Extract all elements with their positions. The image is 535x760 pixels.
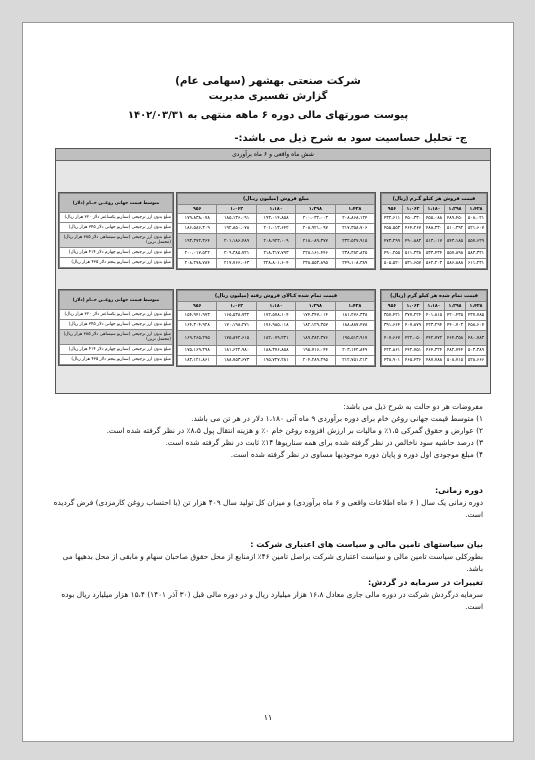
table-cell: ۲۰۹،۳۸۵،۷۲۱ bbox=[217, 249, 256, 259]
year-header: ۱،۲۹۸ bbox=[296, 205, 335, 214]
report-subtitle: پیوست صورتهای مالی دوره ۶ ماهه منتهی به ۱۴۰۲/۰۳/۳۱ bbox=[127, 110, 409, 121]
table-cell: ۱۹۳،۰۱۴،۸۵۸ bbox=[256, 214, 295, 224]
scenario-label: مبلغ بدون ارز ترجیحی (سناریو سیساهی دلار ۳۸۵ هزار ریال) (محتمل ترین) bbox=[60, 233, 173, 248]
assumption-4: ۴) مبلغ موجودی اول دوره و پایان دوره موجودیها مساوی در نظر گرفته شده است. bbox=[230, 450, 483, 459]
assumptions-intro: مفروضات هر دو حالت به شرح ذیل می باشد: bbox=[343, 402, 483, 411]
table-cell: ۵۸۳،۳۲۱ bbox=[466, 249, 487, 259]
table-cell: ۴۶۵،۴۳۶ bbox=[403, 356, 424, 366]
scenario-label: مبلغ بدون ارز ترجیحی (سناریو چهارم دلار ۴۱۴ هزار ریال) bbox=[60, 248, 173, 258]
table-cell: ۴۸۹،۴۵۰ bbox=[445, 214, 466, 224]
finance-text: بطورکلی سیاست تامین مالی و سیاست اعتباری شرکت براصل تامین ۴۶٪ ازمنابع از محل حقوق صاحبان سهام و مابقی از محل بدهیها می باشد. bbox=[62, 552, 483, 573]
table-cell: ۱۸۱،۶۲۲،۹۸۰ bbox=[217, 346, 256, 356]
table-cell: ۲۳۸،۵۵۳،۸۹۵ bbox=[296, 259, 335, 269]
scenario-labels-bottom bbox=[58, 289, 174, 366]
scenario-label: مبلغ بدون ارز ترجیحی (سناریو جهانی دلار ۳۴۵ هزار ریال) bbox=[60, 223, 173, 233]
report-title: گزارش تفسیری مدیریت bbox=[208, 91, 328, 102]
sensitivity-frame bbox=[55, 148, 491, 394]
cost-price-table bbox=[380, 289, 488, 367]
table-cell: ۲۰۸،۹۲۱،۰۹۷ bbox=[296, 224, 335, 234]
table-cell: ۴۲۲،۰۵۰ bbox=[403, 331, 424, 346]
table-cell: ۴۷۳،۲۹۹ bbox=[382, 234, 403, 249]
year-header: ۱،۴۲۸ bbox=[466, 302, 487, 311]
table-cell: ۲۰۱،۰۱۳،۶۴۲ bbox=[256, 224, 295, 234]
table-cell: ۱۹۵،۵۱۳،۹۱۷ bbox=[335, 331, 374, 346]
table-cell: ۵۱۳،۰۱۷ bbox=[424, 234, 445, 249]
table-cell: ۵۵۷،۶۲۹ bbox=[466, 234, 487, 249]
table-cell: ۱۹۵،۷۱۶،۰۴۴ bbox=[296, 346, 335, 356]
table-cell: ۱۷۰،۱۹۸،۲۷۱ bbox=[217, 321, 256, 331]
period-block bbox=[53, 485, 483, 521]
scenario-labels-top bbox=[58, 192, 174, 269]
table-cell: ۲۰۸،۸۶۸،۱۲۴ bbox=[335, 214, 374, 224]
year-header: ۱،۲۹۸ bbox=[445, 205, 466, 214]
table-cell: ۱۸۸،۳۷۶،۸۵۸ bbox=[256, 346, 295, 356]
labels-caption: متوسط قیمت جهانی روغــن خــام (دلار) bbox=[60, 194, 173, 213]
table-cell: ۱۷۲،۵۷۸،۱۰۴ bbox=[256, 311, 295, 321]
table-cell: ۴۸۷،۷۸۸ bbox=[424, 356, 445, 366]
table-cell: ۱۸۲،۱۲۹،۳۵۷ bbox=[296, 321, 335, 331]
table-cell: ۱۸۲،۰۷۹،۲۳۱ bbox=[256, 331, 295, 346]
table-cell: ۱۷۵،۸۴۲،۶۱۵ bbox=[217, 331, 256, 346]
table-cell: ۲۱۷،۷۶۶،۰۶۳ bbox=[217, 259, 256, 269]
assumption-3: ۳) درصد حاشیه سود ناخالص در نظر گرفته شده برای همه سناریوها ۱۴٪ ثابت در نظر گرفته شده است. bbox=[165, 438, 483, 447]
table-cell: ۱۸۶،۵۸۶،۳۰۹ bbox=[178, 224, 217, 234]
table-cell: ۴۴۰،۷۰۳ bbox=[445, 321, 466, 331]
working-capital-text: سرمایه درگردش شرکت در دوره مالی جاری معادل ۱۶،۸ هزار میلیارد ریال و در دوره مالی قبل (۳۰ آذر ۱۴۰۱) ۱۵،۴ هزار میلیارد ریال بوده است. bbox=[61, 590, 483, 611]
table-caption: قیمت تمام شده هر کیلو گرم (ریال) bbox=[382, 291, 487, 302]
cost-amount-table bbox=[176, 289, 376, 367]
table-cell: ۴۲۳،۲۹۴ bbox=[424, 321, 445, 331]
year-header: ۱،۲۹۸ bbox=[296, 302, 335, 311]
table-cell: ۲۰۸،۹۲۳،۰۰۹ bbox=[256, 234, 295, 249]
table-cell: ۵۲۸،۶۶۶ bbox=[466, 356, 487, 366]
table-cell: ۵۰۵،۵۲۰ bbox=[382, 259, 403, 269]
period-heading: دوره زمانی: bbox=[434, 486, 483, 495]
scenario-label: مبلغ بدون ارز ترجیحی (سناریو پنجم دلار ۴۳۵ هزار ریال) bbox=[60, 355, 173, 365]
year-header: ۱،۱۸۰ bbox=[424, 205, 445, 214]
table-cell: ۶۱۱،۲۳۱ bbox=[466, 259, 487, 269]
table-cell: ۵۴۳،۱۸۵ bbox=[445, 234, 466, 249]
table-cell: ۲۰۱،۱۸۶،۴۸۹ bbox=[217, 234, 256, 249]
assumptions-block bbox=[53, 401, 483, 461]
scenario-label: مبلغ بدون ارز ترجیحی (سناریو یکساعتر دلار ۳۲۰ هزار ریال) bbox=[60, 213, 173, 223]
table-cell: ۴۳۸،۹۰۱ bbox=[382, 356, 403, 366]
table-cell: ۱۸۳،۱۲۱،۸۶۱ bbox=[178, 356, 217, 366]
table-cell: ۳۷۷،۲۲۴ bbox=[403, 311, 424, 321]
table-cell: ۴۲۲،۸۶۱ bbox=[382, 346, 403, 356]
year-header: ۹۵۶ bbox=[382, 302, 403, 311]
table-cell: ۵۰۸،۷۱۵ bbox=[445, 356, 466, 366]
frame-title: شش ماه واقعی و ۶ ماه برآوردی bbox=[56, 149, 490, 161]
finance-heading: بیان سیاستهای تامین مالی و سیاست های اعتباری شرکت : bbox=[250, 540, 483, 549]
working-capital-block bbox=[53, 577, 483, 613]
working-capital-heading: تغییرات در سرمایه در گردش: bbox=[368, 578, 483, 587]
table-cell: ۲۳۲،۵۲۷،۹۱۵ bbox=[335, 234, 374, 249]
year-header: ۱،۱۸۰ bbox=[424, 302, 445, 311]
table-cell: ۴۰۷،۶۶۷ bbox=[382, 331, 403, 346]
table-cell: ۱۵۴،۹۴۱،۹۷۳ bbox=[178, 311, 217, 321]
table-cell: ۱۹۳،۳۷۲،۳۶۴ bbox=[178, 234, 217, 249]
table-cell: ۵۰۳،۳۸۹ bbox=[466, 346, 487, 356]
year-header: ۱،۴۲۸ bbox=[466, 205, 487, 214]
scenario-label: مبلغ بدون ارز ترجیحی (سناریو پنجم دلار ۴۳۵ هزار ریال) bbox=[60, 258, 173, 268]
table-cell: ۲۱۸،۳۱۷،۷۹۳ bbox=[256, 249, 295, 259]
table-cell: ۱۶۴،۳۰۴،۹۲۸ bbox=[178, 321, 217, 331]
table-cell: ۴۰۷،۸۷۹ bbox=[403, 321, 424, 331]
table-cell: ۵۰۸،۰۲۱ bbox=[466, 214, 487, 224]
table-cell: ۱۸۵،۱۳۶،۰۹۱ bbox=[217, 214, 256, 224]
year-header: ۱،۲۹۸ bbox=[445, 302, 466, 311]
table-cell: ۱۸۹،۳۸۲،۳۷۶ bbox=[296, 331, 335, 346]
year-header: ۹۵۶ bbox=[178, 205, 217, 214]
table-cell: ۴۶۴،۲۶۷ bbox=[403, 224, 424, 234]
table-cell: ۱۹۲،۸۵۰،۰۷۸ bbox=[217, 224, 256, 234]
table-cell: ۴۲۰،۴۳۵ bbox=[445, 311, 466, 321]
table-cell: ۲۰۰،۰۳۲،۰۰۳ bbox=[296, 214, 335, 224]
table-cell: ۲۰۰،۰۱۷،۵۲۲ bbox=[178, 249, 217, 259]
table-cell: ۵۳۱،۶۵۷ bbox=[403, 259, 424, 269]
table-cell: ۳۹۱،۶۶۴ bbox=[382, 321, 403, 331]
table-cell: ۴۵۵،۵۵۳ bbox=[382, 224, 403, 234]
table-cell: ۱۷۶،۹۸۵،۰۱۸ bbox=[256, 321, 295, 331]
year-header: ۱،۱۸۰ bbox=[256, 302, 295, 311]
table-cell: ۴۶۴،۳۲۴ bbox=[424, 346, 445, 356]
table-cell: ۱۷۵،۱۶۹،۳۹۸ bbox=[178, 346, 217, 356]
table-cell: ۴۵۸،۶۰۷ bbox=[466, 321, 487, 331]
table-cell: ۴۸۰،۷۸۳ bbox=[466, 331, 487, 346]
scenario-label: مبلغ بدون ارز ترجیحی (سناریو چهارم دلار ۴۱۴ هزار ریال) bbox=[60, 345, 173, 355]
year-header: ۱،۱۸۰ bbox=[256, 205, 295, 214]
table-cell: ۲۰۸،۲۷۸،۷۸۴ bbox=[178, 259, 217, 269]
table-cell: ۲۰۴،۲۸۹،۲۹۵ bbox=[296, 356, 335, 366]
year-header: ۱،۴۲۸ bbox=[335, 205, 374, 214]
table-cell: ۴۸۲،۷۴۴ bbox=[445, 346, 466, 356]
table-cell: ۱۸۸،۸۸۷،۴۷۸ bbox=[335, 321, 374, 331]
year-header: ۱،۰۶۲ bbox=[403, 302, 424, 311]
scenario-label: مبلغ بدون ارز ترجیحی (سناریو یکساعتر دلار ۳۲۰ هزار ریال) bbox=[60, 310, 173, 320]
table-cell: ۲۱۷،۳۵۸،۷۰۶ bbox=[335, 224, 374, 234]
table-caption: قیمت تمام شده کـالای فروش رفته (میلیون ریال) bbox=[178, 291, 375, 302]
table-caption: مبلغ فروش (میلیون ریـال) bbox=[178, 194, 375, 205]
scenario-label: مبلغ بدون ارز ترجیحی (سناریو جهانی دلار ۳۴۵ هزار ریال) bbox=[60, 320, 173, 330]
table-cell: ۱۹۵،۷۲۷،۲۸۱ bbox=[256, 356, 295, 366]
table-cell: ۲۴۹،۱۰۸،۳۸۹ bbox=[335, 259, 374, 269]
table-cell: ۴۴۲،۷۷۲ bbox=[424, 331, 445, 346]
table-cell: ۴۴۲،۷۵۱ bbox=[403, 346, 424, 356]
table-cell: ۵۵۷،۸۹۸ bbox=[445, 249, 466, 259]
table-cell: ۵۱۰،۳۹۲ bbox=[445, 224, 466, 234]
sales-price-table bbox=[380, 192, 488, 270]
table-cell: ۵۲۱،۶۰۷ bbox=[466, 224, 487, 234]
table-cell: ۴۳۷،۷۸۵ bbox=[466, 311, 487, 321]
finance-block bbox=[53, 539, 483, 575]
table-cell: ۵۳۳،۴۳۴ bbox=[424, 249, 445, 259]
company-name: شرکت صنعتی بهشهر (سهامی عام) bbox=[175, 75, 361, 87]
scenario-label: مبلغ بدون ارز ترجیحی (سناریو سیساهی دلار ۳۸۵ هزار ریال) (محتمل ترین) bbox=[60, 330, 173, 345]
table-cell: ۴۳۲،۶۱۱ bbox=[382, 214, 403, 224]
table-cell: ۵۱۱،۳۳۸ bbox=[403, 249, 424, 259]
table-cell: ۵۸۶،۸۸۸ bbox=[445, 259, 466, 269]
page-number: ۱۱ bbox=[263, 713, 273, 722]
section-title: ج- تحلیل حساسیت سود به شرح ذیل می باشد:- bbox=[234, 133, 467, 144]
table-cell: ۱۶۹،۲۶۵،۲۹۵ bbox=[178, 331, 217, 346]
table-cell: ۴۶۴،۳۵۸ bbox=[445, 331, 466, 346]
table-cell: ۴۸۸،۳۳۰ bbox=[424, 224, 445, 234]
sales-amount-table bbox=[176, 192, 376, 270]
year-header: ۱،۰۶۲ bbox=[403, 205, 424, 214]
table-cell: ۲۱۲،۷۵۱،۲۱۳ bbox=[335, 356, 374, 366]
table-cell: ۱۸۱،۲۷۶،۳۳۸ bbox=[335, 311, 374, 321]
table-cell: ۲۳۸،۳۸۲،۸۲۵ bbox=[335, 249, 374, 259]
year-header: ۹۵۶ bbox=[382, 205, 403, 214]
table-cell: ۲۲۸،۸۰۱،۶۰۴ bbox=[256, 259, 295, 269]
table-cell: ۴۹۰،۸۸۳ bbox=[403, 234, 424, 249]
table-cell: ۱۷۹،۸۳۸،۰۷۸ bbox=[178, 214, 217, 224]
table-cell: ۱۶۵،۵۳۸،۷۳۲ bbox=[217, 311, 256, 321]
assumption-2: ۲) عوارض و حقوق گمرکی ۱،۵٪ و مالیات بر ارزش افزوده روغن خام ۰٪ و هزینه انتقال پول ۸،۵٪ در نظر گرفته شده است. bbox=[106, 426, 483, 435]
table-cell: ۵۶۲،۲۰۳ bbox=[424, 259, 445, 269]
year-header: ۹۵۶ bbox=[178, 302, 217, 311]
year-header: ۱،۰۶۲ bbox=[217, 302, 256, 311]
year-header: ۱،۴۲۸ bbox=[335, 302, 374, 311]
table-cell: ۴۵۵،۰۸۸ bbox=[424, 214, 445, 224]
table-cell: ۱۸۸،۷۵۳،۶۷۳ bbox=[217, 356, 256, 366]
table-cell: ۲۱۸،۰۸۹،۳۷۷ bbox=[296, 234, 335, 249]
period-text: دوره زمانی یک سال ( ۶ ماه اطلاعات واقعی و ۶ ماه برآوردی) و میزان کل تولید سال ۴۰۹ هزار تن (با احتساب روغن کارمزدی) فرض گردیده است. bbox=[53, 498, 483, 519]
table-cell: ۱۷۴،۳۴۷،۰۱۴ bbox=[296, 311, 335, 321]
table-cell: ۲۰۳،۱۴۲،۸۴۹ bbox=[335, 346, 374, 356]
table-cell: ۴۹۰،۲۵۵ bbox=[382, 249, 403, 259]
table-cell: ۴۰۱،۸۱۵ bbox=[424, 311, 445, 321]
year-header: ۱،۰۶۲ bbox=[217, 205, 256, 214]
table-caption: قیمت فروش هر کیلو گـرم (ریال) bbox=[382, 194, 487, 205]
table-cell: ۳۵۷،۴۲۱ bbox=[382, 311, 403, 321]
table-cell: ۴۵۰،۳۳۰ bbox=[403, 214, 424, 224]
table-cell: ۲۲۸،۱۶۱،۴۴۶ bbox=[296, 249, 335, 259]
assumption-1: ۱) متوسط قیمت جهانی روغن خام برای دوره برآوردی ۹ ماه آتی ۱،۱۸۰ دلار در هر تن می باشد. bbox=[191, 414, 483, 423]
document-page bbox=[22, 22, 514, 742]
labels-caption: متوسط قیمت جهانی روغــن خــام (دلار) bbox=[60, 291, 173, 310]
